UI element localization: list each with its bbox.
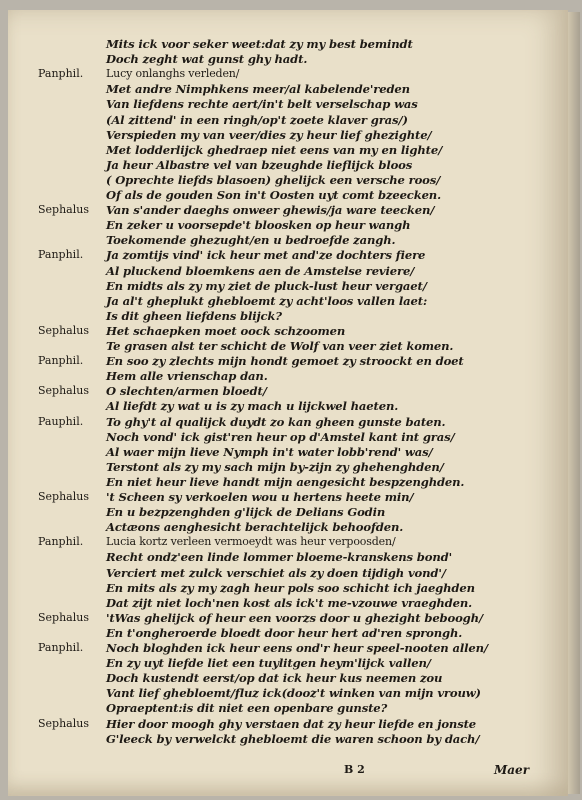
verse-text: Het schaepken moet oock schzoomen [106,323,346,338]
verse-line [8,203,568,217]
verse-text: Ja heur Albastre vel van bzeughde lieflijck bloos [106,157,413,172]
verse-line [8,641,568,655]
verse-line [8,717,568,731]
verse-text: Lucy onlanghs verleden/ [106,67,240,81]
speaker-name: Sephalus [38,384,89,398]
verse-text: Dat zijt niet loch'nen kost als ick't me-vzouwe vraeghden. [106,595,473,610]
verse-text: Noch vond' ick gist'ren heur op d'Amstel kant int gras/ [106,429,455,444]
verse-line [8,264,568,278]
verse-text: Hem alle vrienschap dan. [106,369,268,384]
verse-text: En midts als zy my ziet de pluck-lust heur vergaet/ [106,278,427,293]
verse-line [8,97,568,111]
verse-line [8,309,568,323]
verse-line [8,369,568,383]
verse-line [8,686,568,700]
verse-line [8,354,568,368]
verse-line [8,158,568,172]
verse-line [8,233,568,247]
verse-text: Met lodderlijck ghedraep niet eens van my en lighte/ [106,142,443,157]
verse-text: 't Scheen sy verkoelen wou u hertens heete min/ [106,490,414,504]
verse-text: En soo zy zlechts mijn hondt gemoet zy stroockt en doet [106,354,464,369]
speaker-name: Panphil. [38,67,84,81]
verse-text: Terstont als zy my sach mijn by-zijn zy ghehenghden/ [106,459,444,474]
verse-text: Al pluckend bloemkens aen de Amstelse reviere/ [106,263,415,278]
verse-text: G'leeck by verwelckt ghebloemt die waren schoon by dach/ [106,731,480,746]
verse-text: Van s'ander daeghs onweer ghewis/ja ware teecken/ [106,203,435,218]
verse-line [8,535,568,549]
verse-line [8,279,568,293]
verse-text: (Al zittend' in een ringh/op't zoete klaver gras/) [106,112,408,127]
verse-line [8,566,568,580]
verse-text: En niet heur lieve handt mijn aengesicht bespzenghden. [106,474,465,489]
verse-text: Recht ondz'een linde lommer bloeme-kranskens bond' [106,550,452,565]
speaker-name: Panphil. [38,535,84,549]
verse-line [8,52,568,66]
catchword: Maer [494,763,530,777]
verse-text: En zeker u voorsepde't bloosken op heur wangh [106,218,411,233]
speaker-name: Sephalus [38,716,89,730]
speaker-name: Sephalus [38,490,89,503]
verse-text: Doch zeght wat gunst ghy hadt. [106,52,308,67]
speaker-name: Sephalus [38,610,89,624]
verse-line [8,82,568,96]
verse-text: To ghy't al qualijck duydt zo kan gheen gunste baten. [106,414,446,429]
page-edge [566,12,580,794]
verse-text: 'tWas ghelijck of heur een voorzs door u ghezight beboogh/ [106,610,483,625]
verse-line [8,611,568,625]
verse-text: Vant lief ghebloemt/fluz ick(dooz't winken van mijn vrouw) [106,686,481,701]
verse-line [8,581,568,595]
verse-text: Hier door moogh ghy verstaen dat zy heur liefde en jonste [106,716,477,731]
verse-line [8,520,568,534]
verse-line [8,324,568,338]
speaker-name: Pauphil. [38,414,84,428]
verse-text: En t'ongheroerde bloedt door heur hert ad'ren sprongh. [106,625,463,640]
verse-text: Actæons aenghesicht berachtelijck behoofden. [106,520,404,535]
verse-line [8,505,568,519]
verse-text: O slechten/armen bloedt/ [106,384,267,399]
verse-line [8,430,568,444]
verse-text: Toekomende ghezught/en u bedroefde zangh. [106,233,396,248]
verse-line [8,294,568,308]
verse-line [8,475,568,489]
verse-line [8,626,568,640]
verse-line [8,339,568,353]
verse-text: Mits ick voor seker weet:dat zy my best bemindt [106,37,413,51]
verse-line [8,490,568,504]
speaker-name: Sephalus [38,203,89,217]
verse-text: Noch bloghden ick heur eens ond'r heur speel-nooten allen/ [106,641,488,655]
verse-line [8,384,568,398]
verse-text: En u bezpzenghden g'lijck de Delians Godin [106,505,386,520]
verse-text: Opraeptent:is dit niet een openbare gunste? [106,701,388,716]
verse-text: En zy uyt liefde liet een tuylitgen heym'lijck vallen/ [106,656,431,671]
verse-line [8,399,568,413]
verse-text: Van liefdens rechte aert/in't belt verselschap was [106,97,418,112]
verse-line [8,445,568,459]
verse-text: Ja zomtijs vind' ick heur met and'ze dochters fiere [106,248,426,263]
verse-line [8,188,568,202]
verse-line [8,415,568,429]
verse-text: ( Oprechte liefds blasoen) ghelijck een versche roos/ [106,172,441,187]
verse-text: Doch kustendt eerst/op dat ick heur kus neemen zou [106,671,443,686]
verse-text: Ja al't gheplukt ghebloemt zy acht'loos vallen laet: [106,293,428,308]
book-page [8,10,568,796]
verse-line [8,37,568,51]
speaker-name: Panphil. [38,354,84,368]
verse-line [8,67,568,81]
verse-line [8,173,568,187]
verse-line [8,128,568,142]
signature-mark: B 2 [344,763,365,776]
verse-text: Te grasen alst ter schicht de Wolf van veer ziet komen. [106,339,454,353]
speaker-name: Sephalus [38,323,89,337]
verse-line [8,460,568,474]
verse-line [8,656,568,670]
verse-text: Al waer mijn lieve Nymph in't water lobb'rend' was/ [106,444,433,459]
verse-line [8,550,568,564]
verse-line [8,113,568,127]
speaker-name: Panphil. [38,641,84,654]
verse-text: Of als de gouden Son in't Oosten uyt comt bzeecken. [106,188,441,202]
verse-text: Verspieden my van veer/dies zy heur lief ghezighte/ [106,127,432,142]
verse-text: Lucia kortz verleen vermoeydt was heur verpoosden/ [106,535,396,549]
speaker-name: Panphil. [38,248,84,262]
verse-text: Is dit gheen liefdens blijck? [106,308,282,323]
verse-text: Verciert met zulck verschiet als zy doen tijdigh vond'/ [106,565,446,580]
verse-text: Met andre Nimphkens meer/al kabelende'reden [106,82,410,97]
verse-line [8,596,568,610]
verse-line [8,671,568,685]
verse-text: Al liefdt zy wat u is zy mach u lijckwel haeten. [106,399,399,414]
verse-line [8,732,568,746]
verse-line [8,701,568,715]
verse-line [8,143,568,157]
verse-line [8,218,568,232]
verse-line [8,248,568,262]
verse-text: En mits als zy my zagh heur pols soo schicht ich jaeghden [106,580,475,595]
